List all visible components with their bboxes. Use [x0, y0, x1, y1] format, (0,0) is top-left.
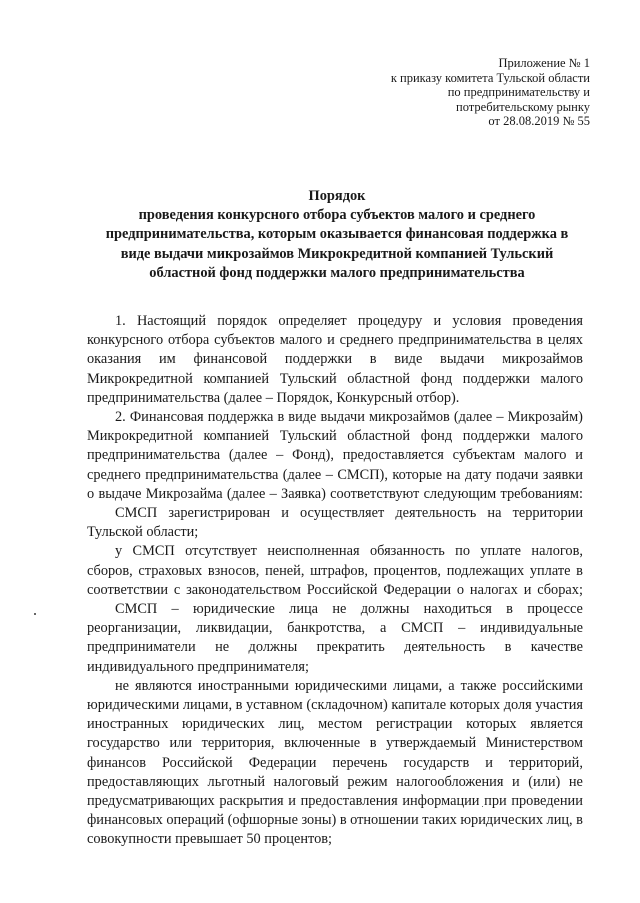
body-line: предпринимательства (далее – Фонд), предоставляется субъектам малого и: [87, 447, 583, 464]
body-line: совокупности превышает 50 процентов;: [87, 831, 333, 848]
body-line: СМСП зарегистрирован и осуществляет деятельность на территории: [115, 505, 583, 522]
body-line: Тульской области;: [87, 524, 199, 541]
scan-speck: [482, 806, 483, 807]
header-line: от 28.08.2019 № 55: [488, 114, 590, 128]
header-line: по предпринимательству и: [447, 85, 590, 99]
body-line: предпринимательства (далее – Порядок, Конкурсный отбор).: [87, 389, 460, 406]
title-line: проведения конкурсного отбора субъектов малого и среднего: [138, 207, 536, 224]
body-line: государство или территория, включенные в утверждаемый Министерством: [87, 735, 583, 752]
body-line: не являются иностранными юридическими лицами, а также российскими: [115, 677, 583, 694]
body-line: реорганизации, ликвидации, банкротства, а СМСП – индивидуальные: [87, 620, 583, 637]
body-line: Микрокредитной компанией Тульский областной фонд поддержки малого: [87, 428, 583, 445]
body-line: финансовых операций (офшорные зоны) в отношении таких юридических лиц, в: [87, 812, 583, 829]
body-line: оказания им финансовой поддержки в виде выдачи микрозаймов: [87, 351, 583, 368]
title-line: Порядок: [308, 188, 366, 204]
body-line: сборов, страховых взносов, пеней, штрафов, процентов, подлежащих уплате в: [87, 562, 583, 579]
title-line: виде выдачи микрозаймов Микрокредитной компанией Тульский: [120, 245, 554, 262]
body-line: 1. Настоящий порядок определяет процедуру и условия проведения: [115, 313, 583, 329]
body-line: конкурсного отбора субъектов малого и среднего предпринимательства в целях: [87, 332, 583, 349]
body-line: у СМСП отсутствует неисполненная обязанность по уплате налогов,: [115, 543, 583, 560]
body-line: финансов Российской Федерации перечень государств и территорий,: [87, 754, 583, 771]
body-line: предусматривающих раскрытия и предоставления информации при проведении: [87, 793, 583, 810]
body-line: юридическими лицами, в уставном (складочном) капитале которых доля участия: [87, 697, 583, 714]
body-line: предоставляющих льготный налоговый режим налогообложения и (или) не: [87, 773, 583, 790]
body-line: индивидуального предпринимателя;: [87, 658, 309, 675]
body-line: соответствии с законодательством Российской Федерации о налогах и сборах;: [87, 581, 583, 598]
document-body: [87, 312, 583, 850]
body-line: 2. Финансовая поддержка в виде выдачи микрозаймов (далее – Микрозайм): [115, 409, 583, 426]
document-title: [98, 187, 576, 283]
title-line: областной фонд поддержки малого предпринимательства: [149, 264, 525, 281]
body-line: предприниматели не должны прекратить деятельность в качестве: [87, 639, 583, 656]
body-line: СМСП – юридические лица не должны находиться в процессе: [115, 601, 583, 618]
header-line: Приложение № 1: [498, 56, 590, 70]
appendix-header: [330, 56, 590, 129]
title-line: предпринимательства, которым оказывается финансовая поддержка в: [105, 226, 569, 243]
body-line: иностранных юридических лиц, местом регистрации которых является: [87, 716, 583, 733]
body-line: о выдаче Микрозайма (далее – Заявка) соответствуют следующим требованиям:: [87, 485, 583, 502]
header-line: к приказу комитета Тульской области: [390, 70, 590, 85]
body-line: Микрокредитной компанией Тульский областной фонд поддержки малого: [87, 370, 583, 387]
body-line: среднего предпринимательства (далее – СМСП), которые на дату подачи заявки: [87, 466, 583, 483]
header-line: потребительскому рынку: [456, 99, 590, 114]
scan-speck: [34, 613, 36, 615]
